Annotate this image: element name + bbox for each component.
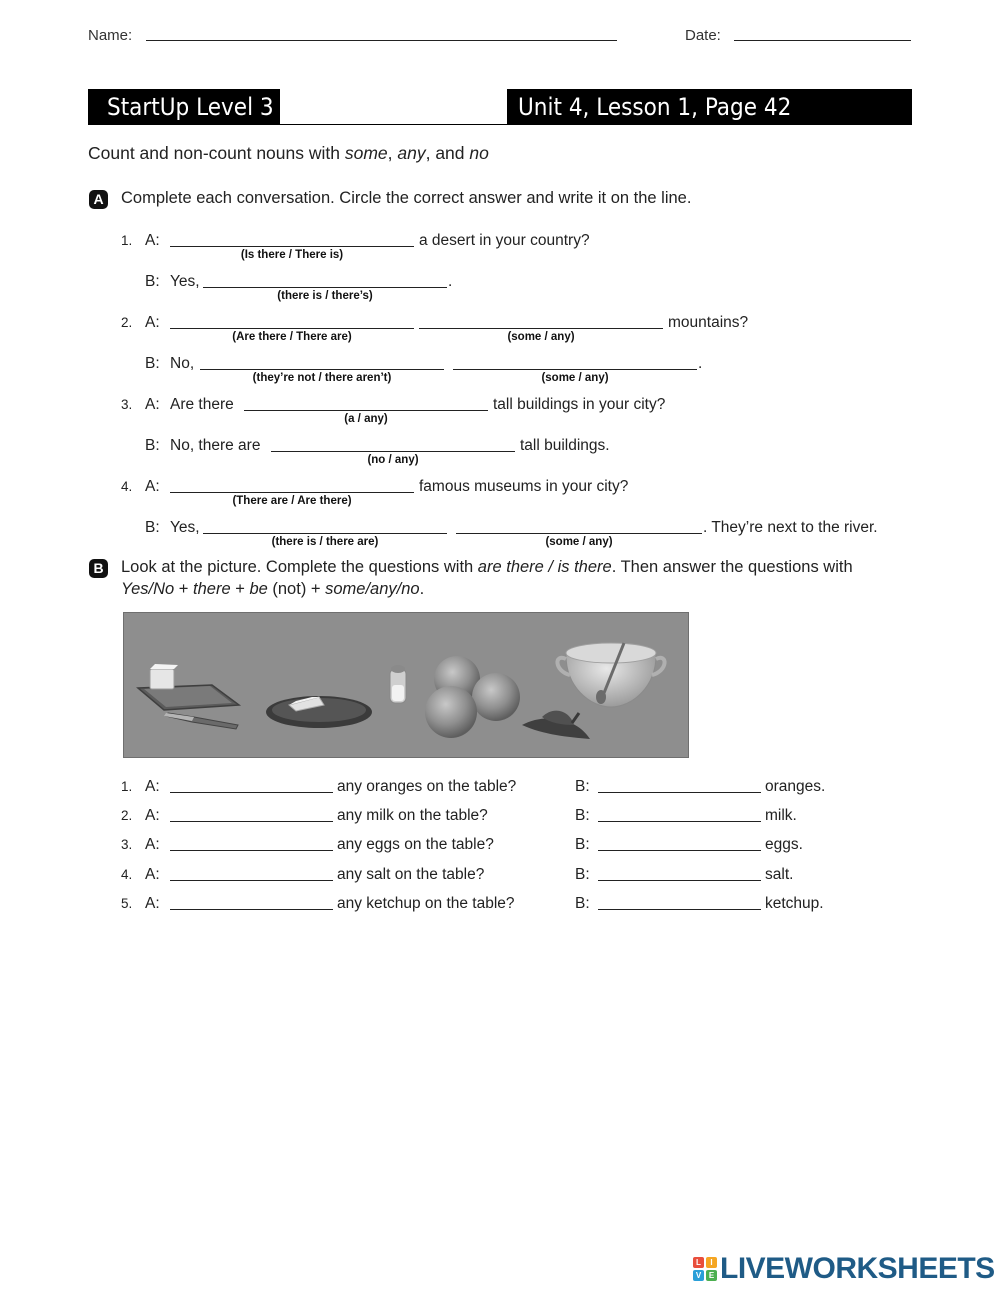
a-item-2-speaker-a: A: bbox=[145, 314, 160, 331]
a-item-1a-text: a desert in your country? bbox=[419, 232, 590, 249]
b-item-3-speaker-a: A: bbox=[145, 836, 160, 853]
a-item-4-number: 4. bbox=[121, 479, 133, 494]
b-item-2-speaker-b: B: bbox=[575, 807, 590, 824]
topic-comma-1: , bbox=[387, 143, 398, 163]
b-item-5-answer: ketchup. bbox=[765, 895, 824, 912]
a-item-2a-text: mountains? bbox=[668, 314, 749, 331]
a-item-4b-blank-1[interactable] bbox=[203, 533, 447, 534]
date-field[interactable] bbox=[734, 40, 911, 41]
salt-shaker-icon bbox=[390, 665, 406, 703]
b-item-5-question-blank[interactable] bbox=[170, 909, 333, 910]
a-item-1-speaker-b: B: bbox=[145, 273, 160, 290]
b-item-1-number: 1. bbox=[121, 779, 133, 794]
a-item-1-speaker-a: A: bbox=[145, 232, 160, 249]
a-item-2b-blank-2[interactable] bbox=[453, 369, 697, 370]
b-item-5-number: 5. bbox=[121, 896, 133, 911]
date-label: Date: bbox=[685, 27, 721, 44]
topic-and: , and bbox=[425, 143, 470, 163]
a-item-1a-blank[interactable] bbox=[170, 246, 414, 247]
level-banner: StartUp Level 3 bbox=[88, 89, 280, 125]
a-item-3a-text: tall buildings in your city? bbox=[493, 396, 666, 413]
a-item-1b-blank[interactable] bbox=[203, 287, 447, 288]
a-item-1b-suffix: . bbox=[448, 273, 453, 290]
section-b-instruction-line-1 bbox=[121, 558, 853, 577]
a-item-4b-options-2: (some / any) bbox=[545, 536, 613, 548]
b-item-4-answer: salt. bbox=[765, 866, 794, 883]
a-item-2a-options-2: (some / any) bbox=[507, 331, 575, 343]
a-item-4b-options-1: (there is / there are) bbox=[271, 536, 379, 548]
a-item-2a-blank-1[interactable] bbox=[170, 328, 414, 329]
b-item-3-question-blank[interactable] bbox=[170, 850, 333, 851]
a-item-4b-suffix: . They’re next to the river. bbox=[703, 519, 878, 536]
section-b-italic-1: are there / is there bbox=[477, 558, 612, 576]
a-item-2-number: 2. bbox=[121, 315, 133, 330]
name-field[interactable] bbox=[146, 40, 617, 41]
topic-word-any: any bbox=[397, 143, 426, 163]
b-item-2-speaker-a: A: bbox=[145, 807, 160, 824]
section-b-text-2: . Then answer the questions with bbox=[611, 558, 853, 576]
cheese-plate-icon bbox=[266, 696, 372, 728]
section-b-period: . bbox=[419, 580, 425, 598]
section-b-plus-1: + bbox=[174, 580, 194, 598]
table-picture bbox=[123, 612, 689, 758]
topic-word-some: some bbox=[344, 143, 388, 163]
a-item-1-number: 1. bbox=[121, 233, 133, 248]
b-item-4-answer-blank[interactable] bbox=[598, 880, 761, 881]
a-item-3b-text: tall buildings. bbox=[520, 437, 610, 454]
section-b-instruction-line-2 bbox=[121, 580, 424, 599]
table-items-illustration bbox=[124, 613, 688, 757]
b-item-3-question: any eggs on the table? bbox=[337, 836, 494, 853]
a-item-2b-prefix: No, bbox=[170, 355, 195, 372]
butter-tray-icon bbox=[138, 664, 239, 710]
b-item-2-answer: milk. bbox=[765, 807, 797, 824]
a-item-3b-options: (no / any) bbox=[367, 454, 419, 466]
oranges-icon bbox=[425, 656, 520, 738]
a-item-3-speaker-b: B: bbox=[145, 437, 160, 454]
section-b-italic-someanyno: some/any/no bbox=[325, 580, 420, 598]
logo-letter-l: L bbox=[693, 1257, 704, 1268]
a-item-1a-options: (Is there / There is) bbox=[240, 249, 344, 261]
a-item-4-speaker-a: A: bbox=[145, 478, 160, 495]
topic-heading bbox=[88, 143, 489, 164]
section-b-italic-be: be bbox=[249, 580, 268, 598]
section-b-italic-there: there bbox=[193, 580, 231, 598]
logo-letter-i: I bbox=[706, 1257, 717, 1268]
topic-word-no: no bbox=[469, 143, 489, 163]
b-item-3-speaker-b: B: bbox=[575, 836, 590, 853]
banner-divider bbox=[280, 124, 507, 125]
section-b-not: (not) + bbox=[267, 580, 326, 598]
b-item-1-speaker-b: B: bbox=[575, 778, 590, 795]
topic-text: Count and non-count nouns with bbox=[88, 143, 345, 163]
section-a-instruction: Complete each conversation. Circle the correct answer and write it on the line. bbox=[121, 189, 692, 207]
logo-letter-v: V bbox=[693, 1270, 704, 1281]
a-item-2b-blank-1[interactable] bbox=[200, 369, 444, 370]
a-item-3b-prefix: No, there are bbox=[170, 437, 261, 454]
a-item-3b-blank[interactable] bbox=[271, 451, 515, 452]
b-item-5-speaker-b: B: bbox=[575, 895, 590, 912]
a-item-1b-prefix: Yes, bbox=[170, 273, 200, 290]
a-item-2b-options-1: (they’re not / there aren’t) bbox=[252, 372, 392, 384]
section-b-italic-yesno: Yes/No bbox=[121, 580, 175, 598]
b-item-4-speaker-a: A: bbox=[145, 866, 160, 883]
a-item-4-speaker-b: B: bbox=[145, 519, 160, 536]
peppers-icon bbox=[522, 711, 590, 739]
b-item-1-answer-blank[interactable] bbox=[598, 792, 761, 793]
a-item-2a-options-1: (Are there / There are) bbox=[232, 331, 352, 343]
b-item-1-speaker-a: A: bbox=[145, 778, 160, 795]
a-item-3a-options: (a / any) bbox=[344, 413, 388, 425]
milk-bowl-icon bbox=[557, 643, 664, 707]
b-item-3-answer: eggs. bbox=[765, 836, 803, 853]
section-b-text-1: Look at the picture. Complete the questions with bbox=[121, 558, 478, 576]
a-item-2a-blank-2[interactable] bbox=[419, 328, 663, 329]
section-b-badge: B bbox=[89, 559, 108, 578]
a-item-3a-blank[interactable] bbox=[244, 410, 488, 411]
a-item-3-number: 3. bbox=[121, 397, 133, 412]
logo-mark-icon bbox=[693, 1257, 717, 1281]
a-item-4a-text: famous museums in your city? bbox=[419, 478, 629, 495]
section-b-plus-2: + bbox=[230, 580, 250, 598]
b-item-4-question: any salt on the table? bbox=[337, 866, 485, 883]
name-label: Name: bbox=[88, 27, 133, 44]
a-item-2-speaker-b: B: bbox=[145, 355, 160, 372]
lesson-banner: Unit 4, Lesson 1, Page 42 bbox=[507, 89, 912, 125]
b-item-3-answer-blank[interactable] bbox=[598, 850, 761, 851]
a-item-3-speaker-a: A: bbox=[145, 396, 160, 413]
b-item-4-speaker-b: B: bbox=[575, 866, 590, 883]
b-item-2-question: any milk on the table? bbox=[337, 807, 488, 824]
a-item-4a-options: (There are / Are there) bbox=[232, 495, 352, 507]
a-item-3a-prefix: Are there bbox=[170, 396, 234, 413]
b-item-3-number: 3. bbox=[121, 837, 133, 852]
a-item-4b-prefix: Yes, bbox=[170, 519, 200, 536]
b-item-5-speaker-a: A: bbox=[145, 895, 160, 912]
liveworksheets-logo[interactable] bbox=[693, 1254, 995, 1284]
b-item-2-answer-blank[interactable] bbox=[598, 821, 761, 822]
section-a-badge: A bbox=[89, 190, 108, 209]
b-item-1-question-blank[interactable] bbox=[170, 792, 333, 793]
b-item-5-answer-blank[interactable] bbox=[598, 909, 761, 910]
b-item-2-question-blank[interactable] bbox=[170, 821, 333, 822]
b-item-1-question: any oranges on the table? bbox=[337, 778, 517, 795]
b-item-5-question: any ketchup on the table? bbox=[337, 895, 515, 912]
a-item-4b-blank-2[interactable] bbox=[456, 533, 702, 534]
a-item-2b-options-2: (some / any) bbox=[541, 372, 609, 384]
b-item-4-question-blank[interactable] bbox=[170, 880, 333, 881]
logo-text: LIVEWORKSHEETS bbox=[720, 1252, 995, 1285]
b-item-2-number: 2. bbox=[121, 808, 133, 823]
b-item-1-answer: oranges. bbox=[765, 778, 826, 795]
knife-icon bbox=[164, 713, 238, 729]
a-item-4a-blank[interactable] bbox=[170, 492, 414, 493]
a-item-1b-options: (there is / there’s) bbox=[277, 290, 373, 302]
b-item-4-number: 4. bbox=[121, 867, 133, 882]
a-item-2b-suffix: . bbox=[698, 355, 703, 372]
logo-letter-e: E bbox=[706, 1270, 717, 1281]
